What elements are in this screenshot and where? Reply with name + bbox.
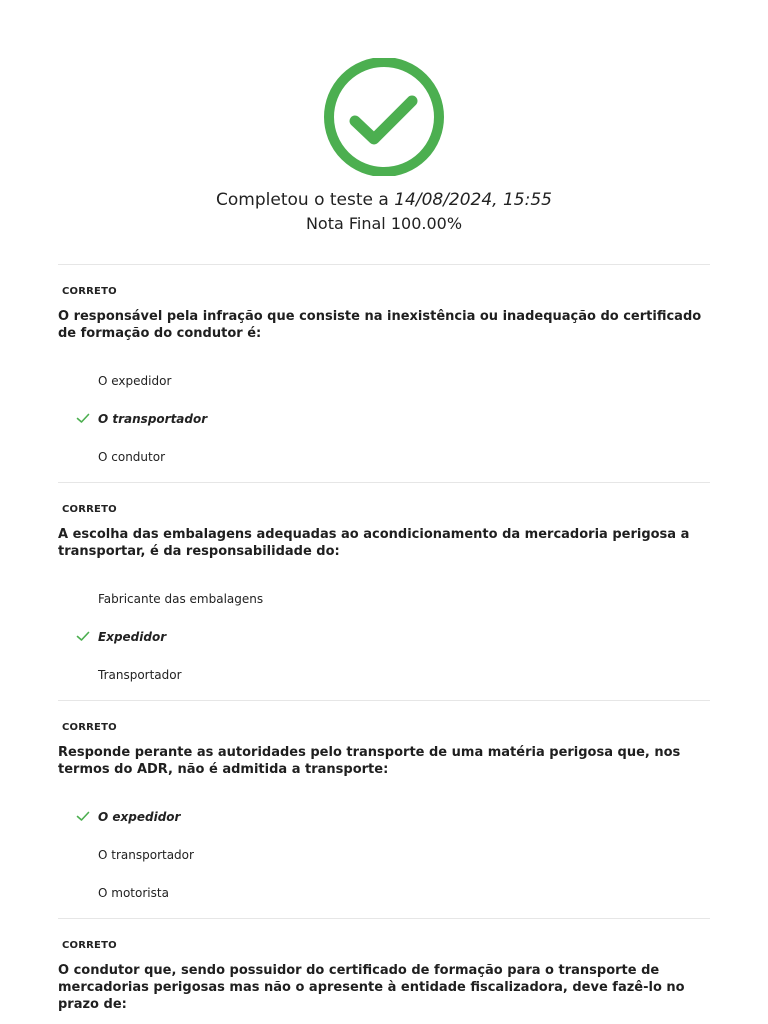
question-card bbox=[58, 503, 710, 693]
answer-label: Fabricante das embalagens bbox=[98, 592, 264, 606]
question-status-badge: CORRETO bbox=[62, 722, 117, 733]
question-status-badge: CORRETO bbox=[62, 504, 117, 515]
checkmark-icon bbox=[76, 411, 90, 425]
answer-option bbox=[58, 447, 710, 467]
divider bbox=[58, 918, 710, 919]
answer-label: Expedidor bbox=[98, 630, 167, 644]
answer-label: O expedidor bbox=[98, 374, 172, 388]
completed-prefix: Completou o teste a bbox=[216, 190, 389, 210]
divider bbox=[58, 482, 710, 483]
grade-value: 100.00% bbox=[390, 214, 463, 233]
question-card bbox=[58, 285, 710, 475]
final-grade bbox=[0, 212, 768, 236]
answer-option bbox=[58, 589, 710, 609]
answer-option-correct bbox=[58, 807, 710, 827]
answer-label: O transportador bbox=[98, 848, 194, 862]
question-text: O condutor que, sendo possuidor do certificado de formação para o transporte de mercadorias perigosas mas não o apresente à entidade fiscalizadora, deve fazê-lo no prazo de: bbox=[58, 963, 685, 1012]
completion-timestamp bbox=[0, 188, 768, 212]
result-header bbox=[0, 58, 768, 236]
question-text: A escolha das embalagens adequadas ao acondicionamento da mercadoria perigosa a transportar, é da responsabilidade do: bbox=[58, 527, 690, 559]
question-card bbox=[58, 939, 710, 1024]
question-status-badge: CORRETO bbox=[62, 940, 117, 951]
success-check-circle-icon bbox=[322, 58, 446, 176]
question-status-badge: CORRETO bbox=[62, 286, 117, 297]
answer-option bbox=[58, 845, 710, 865]
answer-option-correct bbox=[58, 627, 710, 647]
answer-label: O condutor bbox=[98, 450, 166, 464]
divider bbox=[58, 700, 710, 701]
grade-label: Nota Final bbox=[305, 214, 386, 233]
question-card bbox=[58, 721, 710, 911]
answer-label: O motorista bbox=[98, 886, 169, 900]
question-text: Responde perante as autoridades pelo transporte de uma matéria perigosa que, nos termos do ADR, não é admitida a transporte: bbox=[58, 745, 681, 777]
answer-label: O transportador bbox=[98, 412, 208, 426]
completed-date: 14/08/2024, 15:55 bbox=[394, 190, 552, 210]
answer-label: O expedidor bbox=[98, 810, 181, 824]
answer-option bbox=[58, 665, 710, 685]
checkmark-icon bbox=[76, 809, 90, 823]
answer-label: Transportador bbox=[98, 668, 182, 682]
divider bbox=[58, 264, 710, 265]
answer-option bbox=[58, 371, 710, 391]
question-text: O responsável pela infração que consiste na inexistência ou inadequação do certificado de formação do condutor é: bbox=[58, 309, 702, 341]
answer-option bbox=[58, 883, 710, 903]
answer-option-correct bbox=[58, 409, 710, 429]
checkmark-icon bbox=[76, 629, 90, 643]
